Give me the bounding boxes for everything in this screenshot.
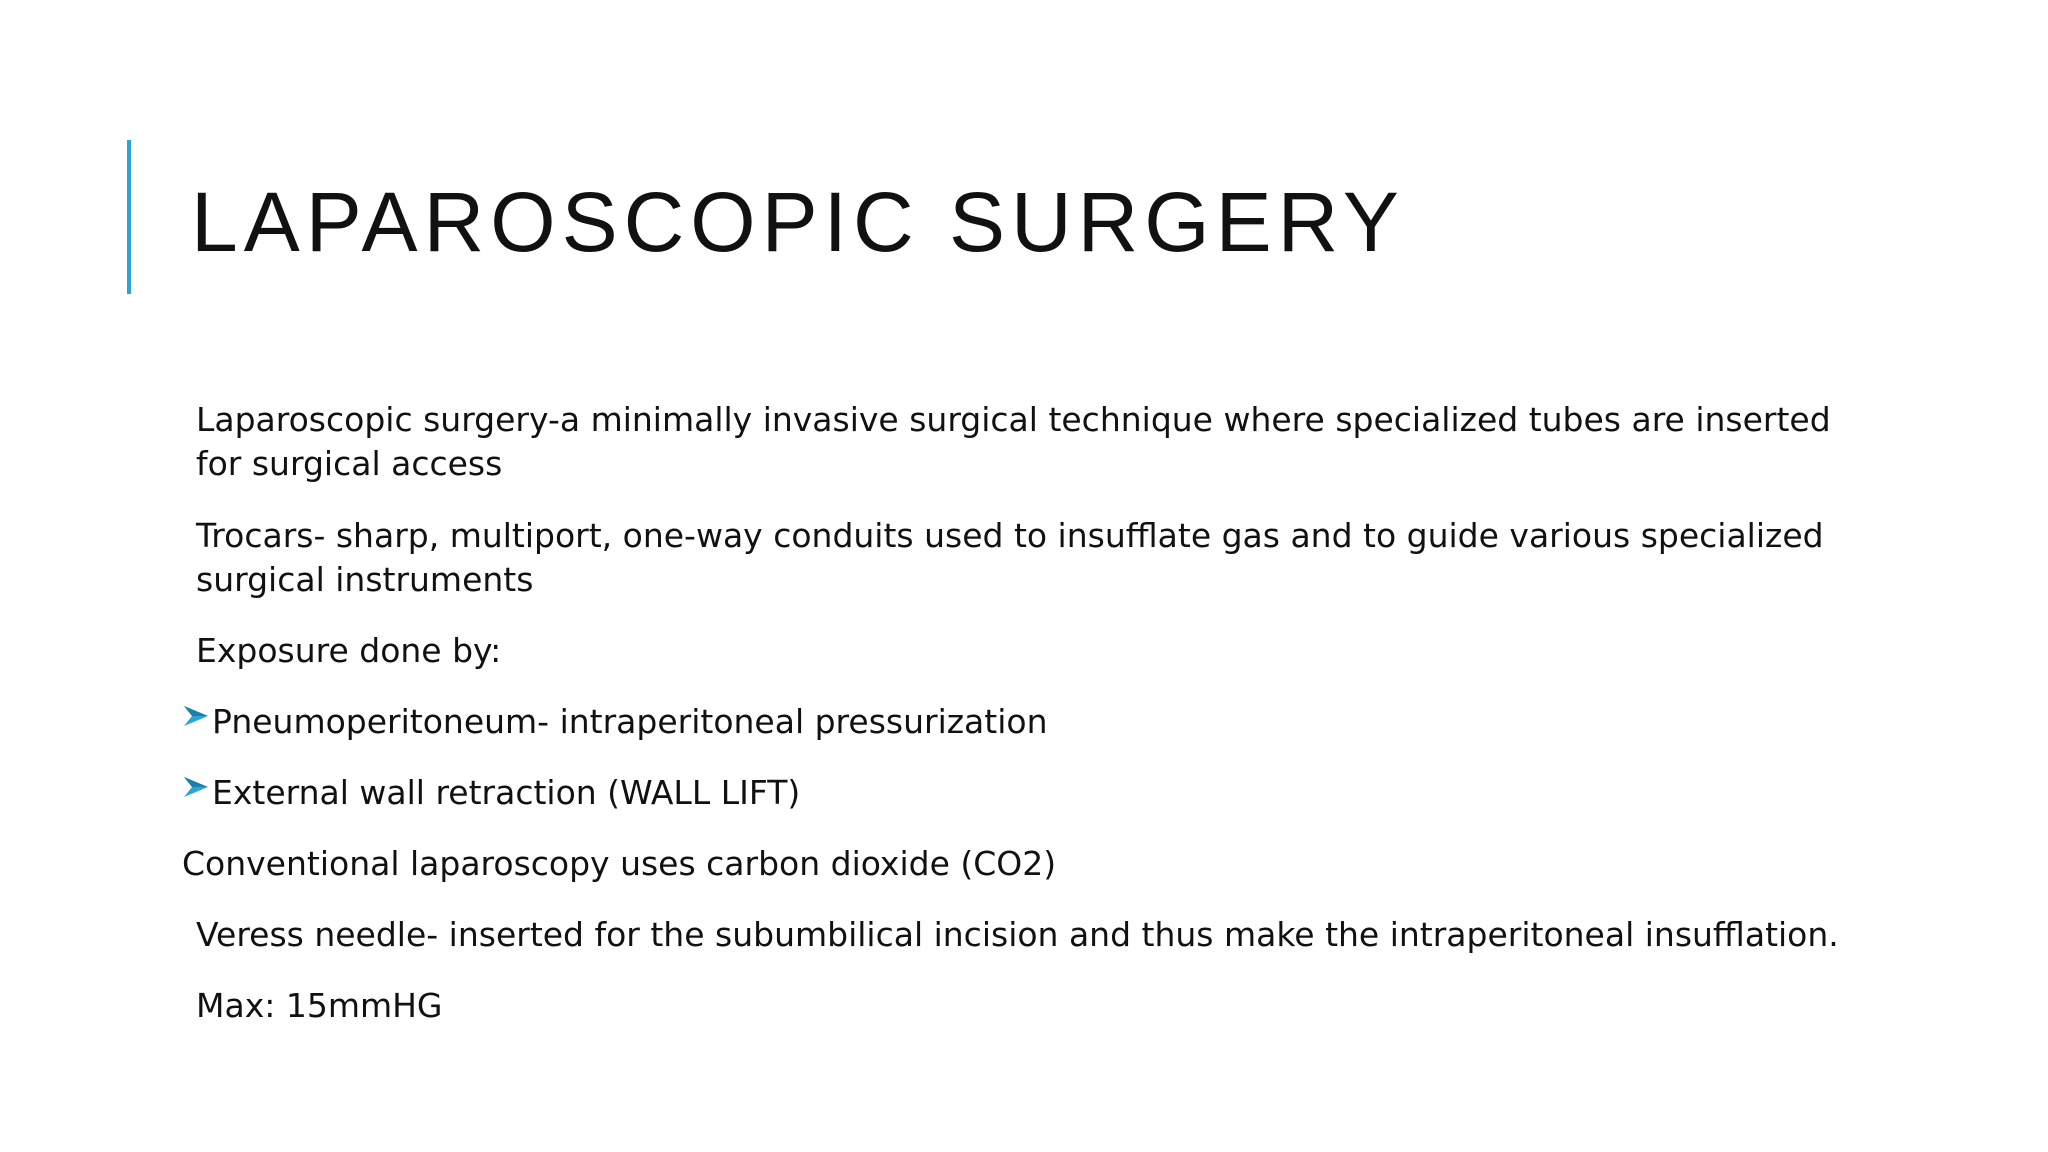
arrow-bullet-icon	[182, 694, 210, 738]
bullet-text: External wall retraction (WALL LIFT)	[212, 773, 801, 812]
arrow-bullet-icon	[182, 765, 210, 809]
paragraph-exposure: Exposure done by:	[196, 631, 502, 670]
bullet-item-wall-lift	[182, 771, 800, 815]
paragraph-trocars-line-1: Trocars- sharp, multiport, one-way conduits used to insufflate gas and to guide various specialized	[196, 516, 1824, 555]
slide-title: LAPAROSCOPIC SURGERY	[191, 175, 1405, 269]
paragraph-laparoscopic-line-1: Laparoscopic surgery-a minimally invasive surgical technique where specialized tubes are inserted	[196, 400, 1831, 439]
paragraph-laparoscopic-line-2: for surgical access	[196, 444, 503, 483]
bullet-text: Pneumoperitoneum- intraperitoneal pressurization	[212, 702, 1048, 741]
paragraph-veress: Veress needle- inserted for the subumbilical incision and thus make the intraperitoneal insufflation.	[196, 915, 1839, 954]
paragraph-trocars-line-2: surgical instruments	[196, 560, 534, 599]
paragraph-co2: Conventional laparoscopy uses carbon dioxide (CO2)	[182, 844, 1057, 883]
bullet-item-pneumoperitoneum	[182, 700, 1048, 744]
paragraph-max-pressure: Max: 15mmHG	[196, 986, 443, 1025]
